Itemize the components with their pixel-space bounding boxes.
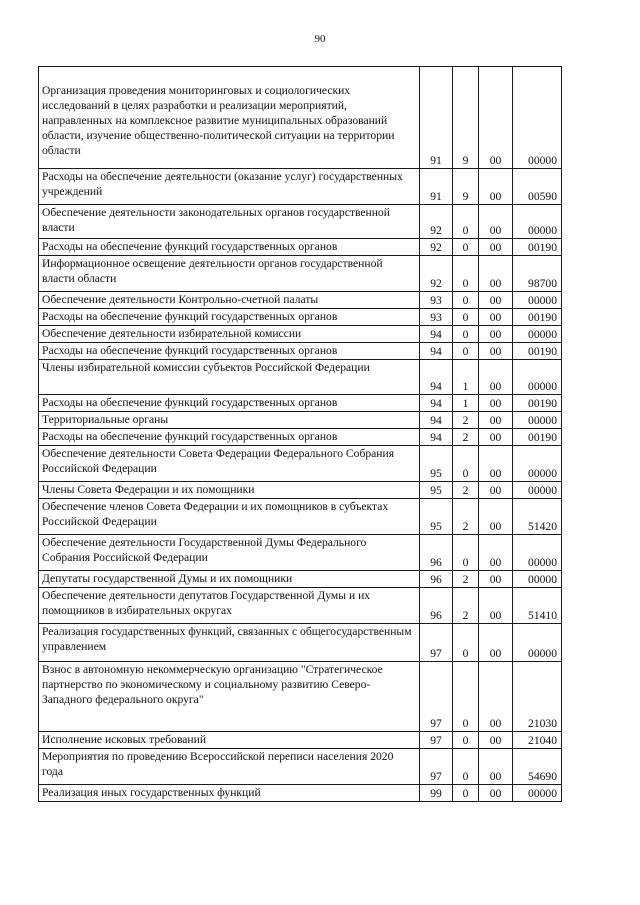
row-code-a: 92: [420, 205, 453, 239]
row-code-b: 0: [453, 326, 479, 343]
row-code-b: 1: [453, 360, 479, 395]
table-row: [39, 535, 562, 571]
row-description: Обеспечение деятельности Контрольно-счетной палаты: [39, 292, 420, 309]
row-code-c: 00: [479, 732, 513, 749]
row-code-a: 97: [420, 662, 453, 732]
row-code-d: 00000: [513, 360, 562, 395]
row-code-d: 00190: [513, 309, 562, 326]
row-code-d: 00000: [513, 571, 562, 588]
row-description: Расходы на обеспечение функций государственных органов: [39, 343, 420, 360]
table-row: [39, 749, 562, 785]
table-row: [39, 624, 562, 662]
row-code-b: 2: [453, 588, 479, 624]
row-code-d: 00000: [513, 624, 562, 662]
row-code-b: 0: [453, 292, 479, 309]
table-row: [39, 499, 562, 535]
row-code-c: 00: [479, 785, 513, 802]
row-description: Расходы на обеспечение функций государственных органов: [39, 309, 420, 326]
row-code-a: 97: [420, 732, 453, 749]
row-description: Обеспечение деятельности депутатов Государственной Думы и их помощников в избирательных округах: [39, 588, 420, 624]
row-code-a: 93: [420, 309, 453, 326]
row-code-c: 00: [479, 239, 513, 256]
row-description: Члены избирательной комиссии субъектов Российской Федерации: [39, 360, 420, 395]
row-code-d: 00590: [513, 169, 562, 205]
row-code-b: 9: [453, 169, 479, 205]
row-code-d: 00000: [513, 535, 562, 571]
row-code-a: 96: [420, 588, 453, 624]
row-code-b: 0: [453, 662, 479, 732]
row-description: Обеспечение деятельности избирательной комиссии: [39, 326, 420, 343]
table-row: [39, 309, 562, 326]
row-code-a: 95: [420, 499, 453, 535]
row-code-d: 21040: [513, 732, 562, 749]
row-description: Информационное освещение деятельности органов государственной власти области: [39, 256, 420, 292]
table-row: [39, 360, 562, 395]
row-code-b: 2: [453, 482, 479, 499]
table-row: [39, 482, 562, 499]
row-code-c: 00: [479, 360, 513, 395]
row-code-d: 98700: [513, 256, 562, 292]
table-row: [39, 67, 562, 169]
table-row: [39, 395, 562, 412]
row-description: Территориальные органы: [39, 412, 420, 429]
row-code-d: 00000: [513, 292, 562, 309]
table-row: [39, 429, 562, 446]
table-row: [39, 446, 562, 482]
row-description: Реализация государственных функций, связанных с общегосударственным управлением: [39, 624, 420, 662]
table-row: [39, 292, 562, 309]
row-code-d: 00000: [513, 785, 562, 802]
row-code-a: 95: [420, 482, 453, 499]
row-code-b: 1: [453, 395, 479, 412]
row-description: Реализация иных государственных функций: [39, 785, 420, 802]
row-description: Расходы на обеспечение функций государственных органов: [39, 395, 420, 412]
row-description: Члены Совета Федерации и их помощники: [39, 482, 420, 499]
row-code-b: 0: [453, 624, 479, 662]
row-code-a: 92: [420, 256, 453, 292]
row-code-a: 99: [420, 785, 453, 802]
row-code-a: 94: [420, 412, 453, 429]
row-code-c: 00: [479, 571, 513, 588]
row-description: Расходы на обеспечение деятельности (оказание услуг) государственных учреждений: [39, 169, 420, 205]
row-code-b: 0: [453, 309, 479, 326]
row-code-a: 97: [420, 624, 453, 662]
row-code-c: 00: [479, 482, 513, 499]
row-code-d: 00000: [513, 446, 562, 482]
row-code-a: 93: [420, 292, 453, 309]
row-code-d: 00000: [513, 412, 562, 429]
row-code-a: 94: [420, 343, 453, 360]
row-code-c: 00: [479, 749, 513, 785]
table-row: [39, 732, 562, 749]
row-code-b: 0: [453, 785, 479, 802]
row-code-c: 00: [479, 67, 513, 169]
row-code-c: 00: [479, 535, 513, 571]
table-row: [39, 343, 562, 360]
row-code-d: 54690: [513, 749, 562, 785]
row-code-b: 9: [453, 67, 479, 169]
row-description: Взнос в автономную некоммерческую организацию "Стратегическое партнерство по экономическому и социальному развитию Северо-Западного федерального округа": [39, 662, 420, 732]
row-description: Обеспечение деятельности законодательных органов государственной власти: [39, 205, 420, 239]
row-code-c: 00: [479, 412, 513, 429]
table-row: [39, 205, 562, 239]
row-code-b: 0: [453, 205, 479, 239]
row-code-b: 2: [453, 412, 479, 429]
row-description: Обеспечение деятельности Совета Федерации Федерального Собрания Российской Федерации: [39, 446, 420, 482]
row-code-a: 92: [420, 239, 453, 256]
row-description: Мероприятия по проведению Всероссийской переписи населения 2020 года: [39, 749, 420, 785]
row-code-c: 00: [479, 292, 513, 309]
page-number: 90: [314, 33, 326, 45]
row-description: Исполнение исковых требований: [39, 732, 420, 749]
row-code-a: 91: [420, 169, 453, 205]
row-code-a: 96: [420, 535, 453, 571]
row-code-d: 00190: [513, 343, 562, 360]
row-code-a: 94: [420, 395, 453, 412]
row-code-b: 2: [453, 571, 479, 588]
table-row: [39, 326, 562, 343]
row-code-a: 94: [420, 360, 453, 395]
row-code-d: 51420: [513, 499, 562, 535]
row-code-d: 00000: [513, 67, 562, 169]
row-code-c: 00: [479, 326, 513, 343]
table-row: [39, 239, 562, 256]
row-description: Обеспечение деятельности Государственной Думы Федерального Собрания Российской Федерации: [39, 535, 420, 571]
row-code-c: 00: [479, 662, 513, 732]
table-row: [39, 662, 562, 732]
row-code-d: 00190: [513, 239, 562, 256]
table-row: [39, 412, 562, 429]
row-code-c: 00: [479, 256, 513, 292]
row-code-d: 51410: [513, 588, 562, 624]
budget-classification-table: [38, 66, 562, 802]
row-code-c: 00: [479, 343, 513, 360]
row-code-c: 00: [479, 169, 513, 205]
row-code-a: 95: [420, 446, 453, 482]
row-code-c: 00: [479, 446, 513, 482]
row-code-b: 0: [453, 239, 479, 256]
row-description: Депутаты государственной Думы и их помощники: [39, 571, 420, 588]
table-row: [39, 256, 562, 292]
row-code-c: 00: [479, 499, 513, 535]
row-code-c: 00: [479, 429, 513, 446]
row-code-c: 00: [479, 205, 513, 239]
row-code-a: 91: [420, 67, 453, 169]
row-code-b: 0: [453, 343, 479, 360]
row-code-b: 0: [453, 535, 479, 571]
row-code-c: 00: [479, 395, 513, 412]
row-code-a: 97: [420, 749, 453, 785]
table-row: [39, 571, 562, 588]
row-code-b: 0: [453, 749, 479, 785]
table-row: [39, 169, 562, 205]
row-code-c: 00: [479, 588, 513, 624]
row-code-d: 00190: [513, 429, 562, 446]
row-code-d: 21030: [513, 662, 562, 732]
row-code-a: 96: [420, 571, 453, 588]
row-code-d: 00000: [513, 482, 562, 499]
table-row: [39, 785, 562, 802]
row-code-b: 2: [453, 499, 479, 535]
row-description: Обеспечение членов Совета Федерации и их помощников в субъектах Российской Федерации: [39, 499, 420, 535]
row-code-b: 0: [453, 446, 479, 482]
table-body: [39, 67, 562, 802]
row-code-a: 94: [420, 429, 453, 446]
row-code-a: 94: [420, 326, 453, 343]
row-code-b: 2: [453, 429, 479, 446]
row-code-c: 00: [479, 624, 513, 662]
row-description: Расходы на обеспечение функций государственных органов: [39, 429, 420, 446]
row-code-d: 00190: [513, 395, 562, 412]
row-description: Расходы на обеспечение функций государственных органов: [39, 239, 420, 256]
row-code-b: 0: [453, 732, 479, 749]
row-code-d: 00000: [513, 205, 562, 239]
table-row: [39, 588, 562, 624]
row-description: Организация проведения мониторинговых и социологических исследований в целях разработки и реализации мероприятий, направленных на комплексное развитие муниципальных образований области, изучение общественно-политической ситуации на территории области: [39, 67, 420, 169]
row-code-b: 0: [453, 256, 479, 292]
row-code-c: 00: [479, 309, 513, 326]
row-code-d: 00000: [513, 326, 562, 343]
